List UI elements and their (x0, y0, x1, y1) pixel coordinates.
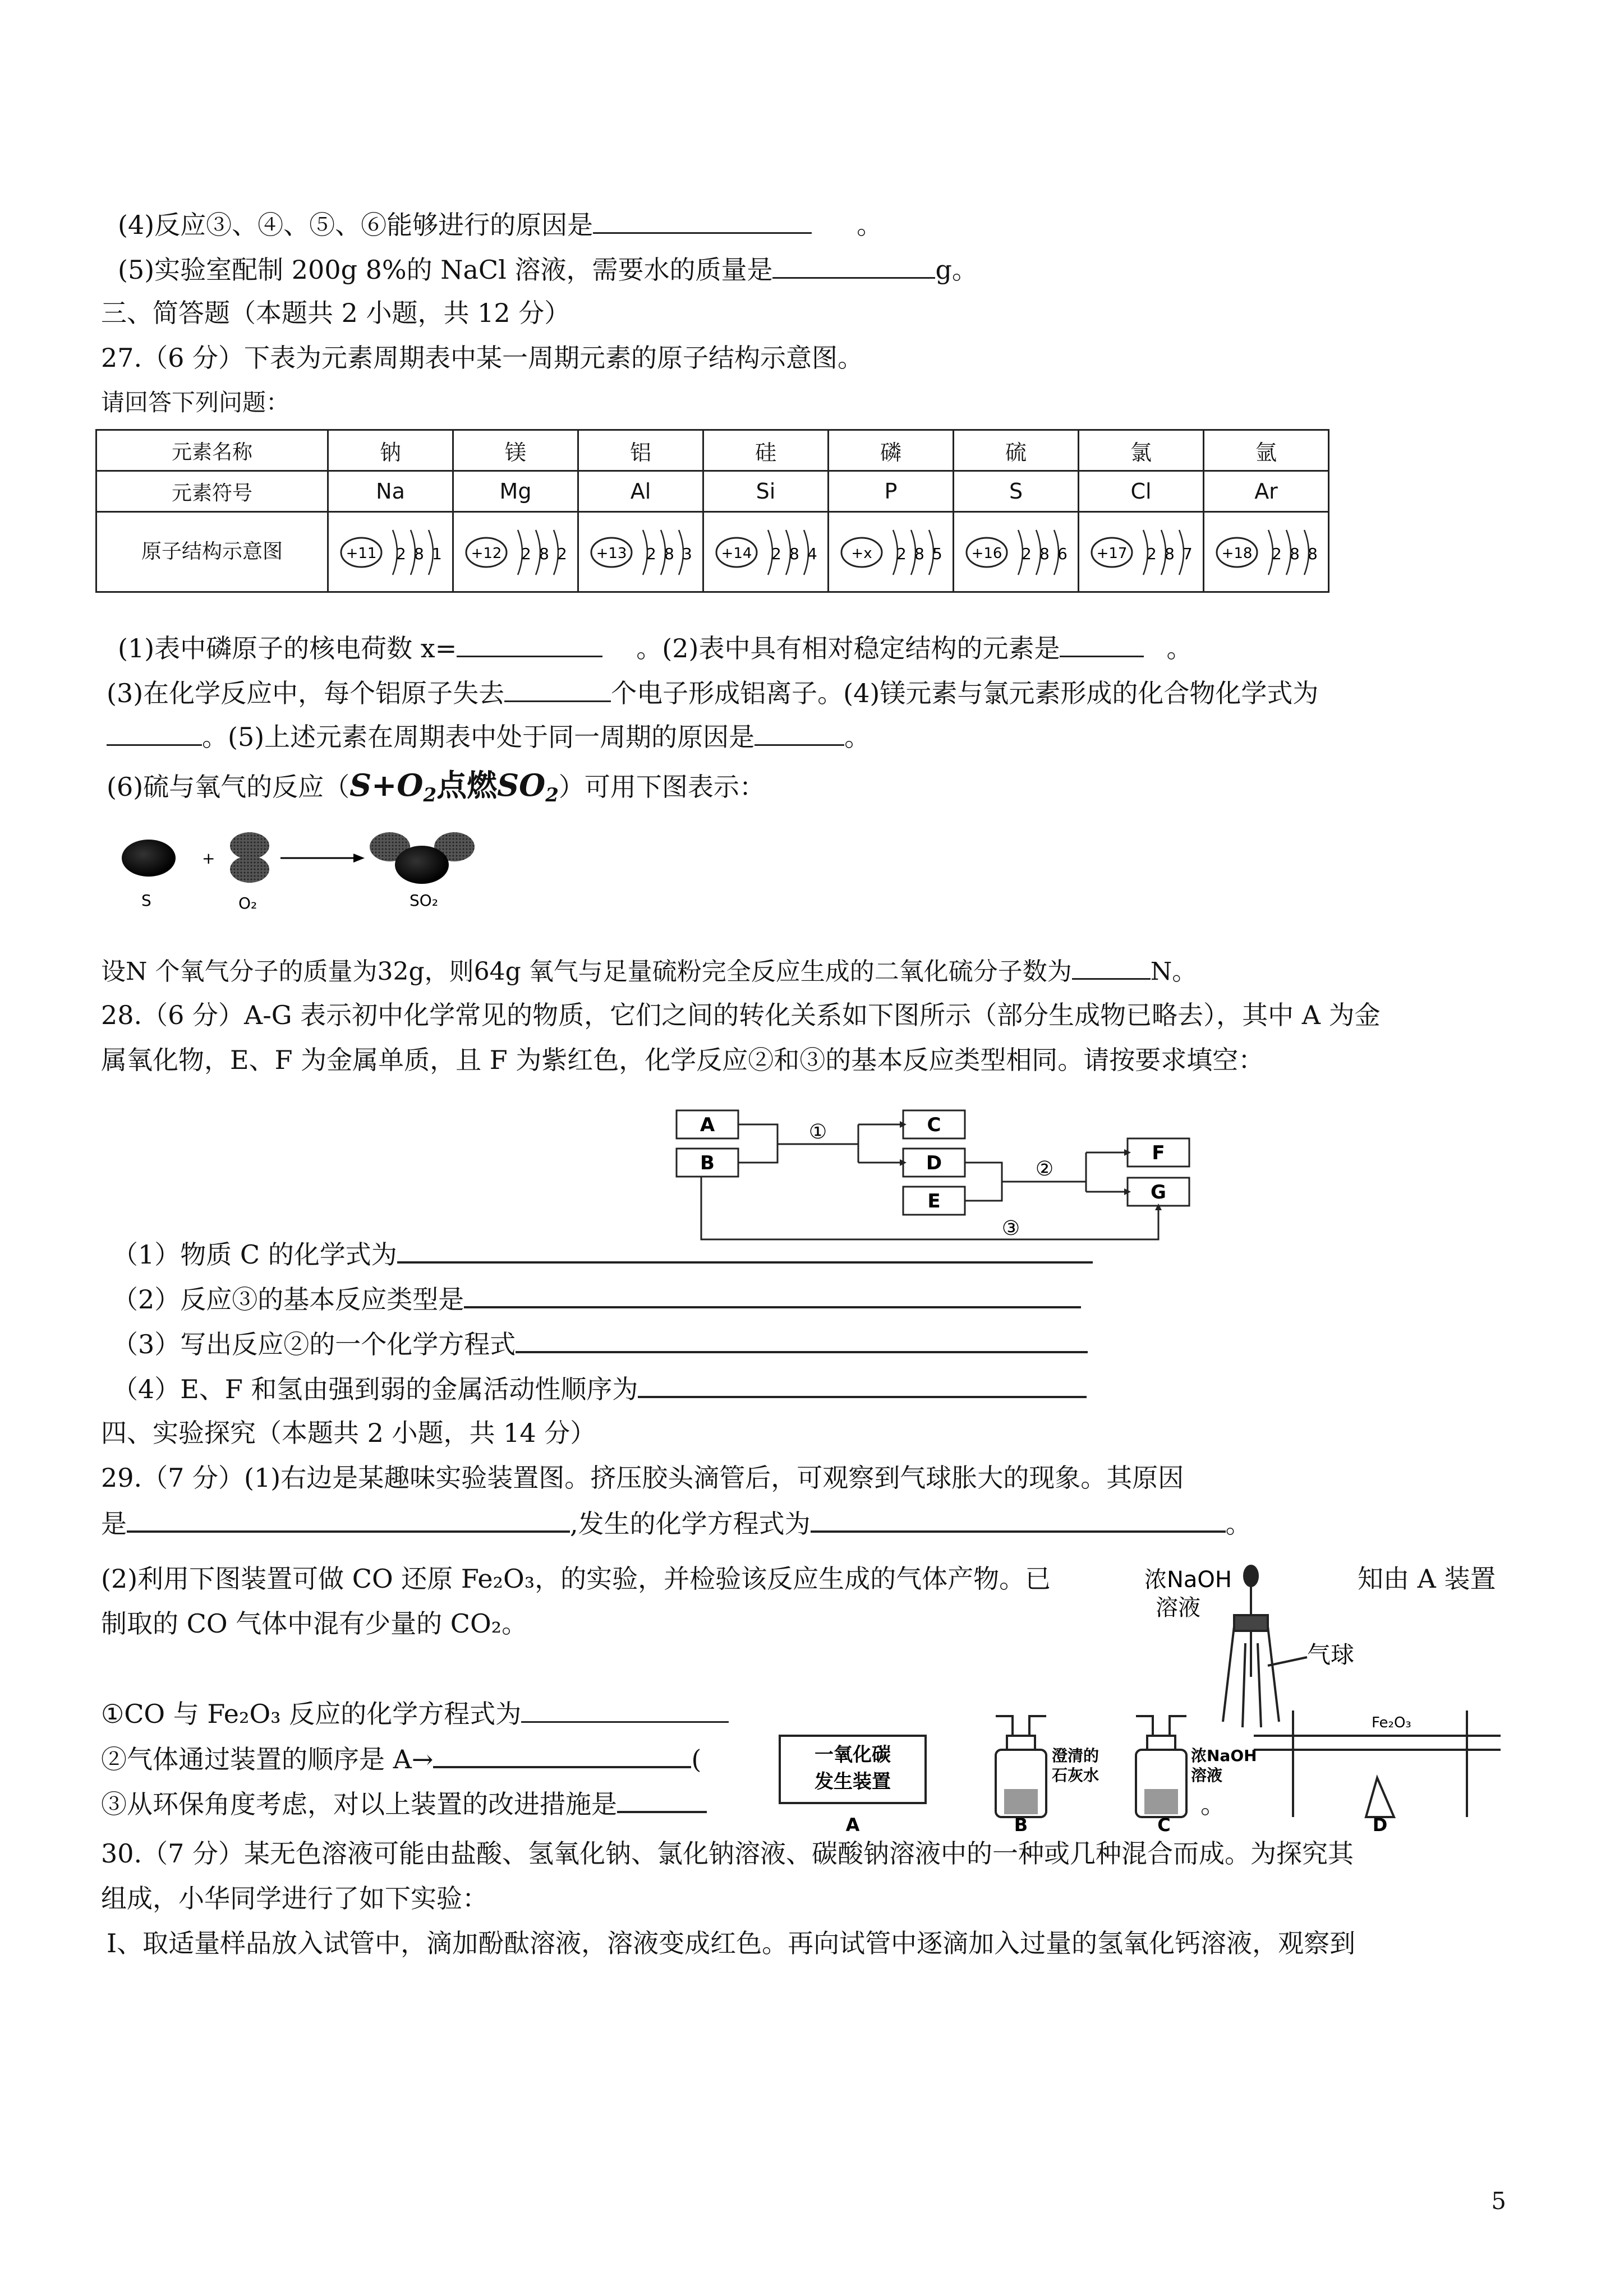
label-c: C (1157, 1814, 1171, 1836)
atom-diagram-cell (453, 512, 578, 592)
bottle-b-label-1: 澄清的 (1052, 1746, 1099, 1765)
atom-diagram (334, 519, 447, 580)
electron-count: 2 (396, 544, 406, 563)
symbol-cell: Mg (453, 471, 578, 512)
bottle-c-label-2: 溶液 (1191, 1766, 1223, 1785)
section-3-title: 三、简答题（本题共 2 小题，共 12 分） (101, 298, 571, 328)
q28-answer-1: （1）物质 C 的化学式为 (112, 1237, 1093, 1271)
q28-blank-3[interactable] (516, 1326, 1088, 1353)
electron-count: 2 (896, 544, 907, 563)
electron-count: 2 (771, 544, 781, 563)
label-a: A (700, 1114, 715, 1136)
label-o2: O₂ (238, 894, 257, 912)
name-cell: 氯 (1079, 430, 1204, 471)
limewater (1004, 1789, 1038, 1814)
q29-step-3: ③从环保角度考虑，对以上装置的改进措施是 。 (101, 1786, 1226, 1821)
electron-count: 7 (1183, 544, 1193, 563)
electron-count: 8 (539, 544, 549, 563)
q30-line-2: 组成，小华同学进行了如下实验： (101, 1883, 488, 1914)
label-s: S (141, 891, 151, 910)
symbol-cell: Na (328, 471, 453, 512)
atom-diagram-cell (1079, 512, 1204, 592)
electron-count: 8 (664, 544, 674, 563)
q27-line-1: (1)表中磷原子的核电荷数 x= 。(2)表中具有相对稳定结构的元素是 。 (118, 631, 1192, 665)
nucleus-charge: +x (851, 545, 872, 562)
label-d: D (926, 1152, 942, 1174)
dropper-bulb (1244, 1566, 1258, 1586)
generator-label-1: 一氧化碳 (815, 1744, 891, 1766)
label-a: A (845, 1814, 860, 1836)
name-cell: 硅 (703, 430, 829, 471)
atom-diagram (1085, 519, 1197, 580)
q29-line-3b: 知由 A 装置 (1358, 1564, 1496, 1594)
q28-line-2: 属氧化物，E、F 为金属单质，且 F 为紫红色，化学反应②和③的基本反应类型相同。请按要求填空： (101, 1045, 1264, 1075)
nucleus-charge: +13 (596, 545, 627, 562)
label-c: C (927, 1114, 941, 1136)
q27-line-2: (3)在化学反应中，每个铝原子失去 个电子形成铝离子。(4)镁元素与氯元素形成的化合物化学式为 (107, 676, 1318, 710)
electron-count: 8 (414, 544, 424, 563)
nucleus-charge: +14 (721, 545, 752, 562)
q29-blank-equation[interactable] (811, 1506, 1226, 1533)
q26-line-5: (5)实验室配制 200g 8%的 NaCl 溶液，需要水的质量是 g。 (118, 252, 978, 287)
symbol-cell: S (954, 471, 1079, 512)
join-de (965, 1163, 1002, 1201)
bottle-b-label-2: 石灰水 (1052, 1766, 1099, 1785)
symbol-cell: Ar (1204, 471, 1329, 512)
atom-diagram-cell (1204, 512, 1329, 592)
bottle-b-tube-in (996, 1716, 1013, 1736)
q29-step-1: ①CO 与 Fe₂O₃ 反应的化学方程式为 (101, 1696, 729, 1731)
symbol-cell: Al (578, 471, 703, 512)
name-cell: 铝 (578, 430, 703, 471)
name-cell: 镁 (453, 430, 578, 471)
nucleus-charge: +11 (346, 545, 377, 562)
electron-count: 8 (789, 544, 799, 563)
q28-blank-2[interactable] (464, 1281, 1081, 1308)
name-cell: 磷 (829, 430, 954, 471)
name-cell: 钠 (328, 430, 453, 471)
sulfur-atom (122, 840, 176, 877)
q30-line-1: 30.（7 分）某无色溶液可能由盐酸、氢氧化钠、氯化钠溶液、碳酸钠溶液中的一种或几种混合而成。为探究其 (101, 1838, 1354, 1869)
electron-count: 2 (1022, 544, 1032, 563)
atom-diagram-cell (954, 512, 1079, 592)
atom-diagram (835, 519, 947, 580)
q29-blank-co-equation[interactable] (521, 1696, 729, 1723)
q27-blank-period[interactable] (755, 720, 844, 746)
bottle-c-neck (1147, 1736, 1175, 1750)
plus-sign: + (202, 849, 215, 868)
q27-blank-x[interactable] (457, 631, 602, 657)
electron-count: 8 (914, 544, 924, 563)
oxygen-atom (230, 832, 269, 859)
electron-count: 2 (1272, 544, 1282, 563)
q27-blank-stable[interactable] (1060, 631, 1144, 657)
q27-line-4: (6)硫与氧气的反应（$S+O_2$点燃$SO_2$）可用下图表示： (107, 767, 765, 806)
molecule-figure (112, 824, 505, 920)
q27-intro: 27.（6 分）下表为元素周期表中某一周期元素的原子结构示意图。 (101, 343, 864, 373)
electron-count: 4 (807, 544, 817, 563)
q27-line-5: 设N 个氧气分子的质量为32g，则64g 氧气与足量硫粉完全反应生成的二氧化硫分子数为 N。 (101, 953, 1197, 989)
bottle-c-label-1: 浓NaOH (1191, 1746, 1257, 1765)
q26-line-4: (4)反应③、④、⑤、⑥能够进行的原因是 。 (118, 208, 882, 242)
label-reaction-2: ② (1035, 1158, 1054, 1181)
name-cell: 硫 (954, 430, 1079, 471)
nucleus-charge: +16 (971, 545, 1002, 562)
co-apparatus (771, 1705, 1517, 1839)
symbol-cell: P (829, 471, 954, 512)
label-g: G (1151, 1181, 1166, 1204)
section-4-title: 四、实验探究（本题共 2 小题，共 14 分） (101, 1418, 596, 1448)
electron-count: 2 (646, 544, 656, 563)
q28-answer-3: （3）写出反应②的一个化学方程式 (112, 1326, 1088, 1361)
label-b: B (700, 1152, 715, 1174)
bottle-c-tube-out (1170, 1716, 1186, 1736)
q29-line-4: 制取的 CO 气体中混有少量的 CO₂。 (101, 1608, 528, 1639)
electron-count: 8 (1165, 544, 1175, 563)
q28-answer-4: （4）E、F 和氢由强到弱的金属活动性顺序为 (112, 1371, 1087, 1406)
q29-line-1: 29.（7 分）(1)右边是某趣味实验装置图。挤压胶头滴管后，可观察到气球胀大的现象。其原因 (101, 1463, 1184, 1493)
equation: $S+O_2$点燃$SO_2$ (349, 767, 559, 806)
atom-diagram-cell (578, 512, 703, 592)
electron-count: 2 (1147, 544, 1157, 563)
nucleus-charge: +18 (1221, 545, 1253, 562)
electron-count: 2 (521, 544, 531, 563)
q29-blank-reason[interactable] (127, 1506, 570, 1533)
electron-count: 5 (932, 544, 942, 563)
arrowhead (1155, 1204, 1162, 1210)
fe2o3-label: Fe₂O₃ (1372, 1714, 1411, 1731)
label-d: D (1372, 1814, 1388, 1836)
sulfur-atom (395, 846, 449, 884)
electron-count: 8 (1290, 544, 1300, 563)
atom-diagram (1210, 519, 1322, 580)
q27-blank-electrons[interactable] (504, 676, 611, 702)
label-reaction-1: ① (808, 1121, 827, 1144)
q28-blank-4[interactable] (638, 1371, 1087, 1398)
q29-line-2: 是 ,发生的化学方程式为 。 (101, 1506, 1252, 1541)
electron-count: 2 (557, 544, 567, 563)
electron-count: 1 (432, 544, 442, 563)
nucleus-charge: +12 (471, 545, 502, 562)
q27-blank-so2-count[interactable] (1072, 953, 1151, 980)
label-b: B (1014, 1814, 1028, 1836)
atom-diagram (710, 519, 822, 580)
row-header-name: 元素名称 (96, 430, 328, 471)
symbol-cell: Cl (1079, 471, 1204, 512)
burner (1366, 1778, 1394, 1817)
balloon-label: 气球 (1307, 1641, 1355, 1668)
q27-blank-formula[interactable] (107, 720, 202, 746)
balloon-pointer (1268, 1657, 1307, 1666)
oxygen-atom (230, 856, 269, 883)
q27-line-3: 。(5)上述元素在周期表中处于同一周期的原因是 。 (107, 720, 870, 754)
row-header-symbol: 元素符号 (96, 471, 328, 512)
join-ab (738, 1124, 778, 1163)
row-header-structure: 原子结构示意图 (96, 512, 328, 592)
label-reaction-3: ③ (1001, 1217, 1020, 1240)
q29-line-3a: (2)利用下图装置可做 CO 还原 Fe₂O₃，的实验，并检验该反应生成的气体产物。已 (101, 1564, 1051, 1594)
electron-count: 3 (682, 544, 692, 563)
q26-blank-5[interactable] (772, 252, 935, 279)
q26-blank-4[interactable] (593, 208, 812, 234)
q29-blank-improve[interactable] (617, 1786, 707, 1813)
stopper (1234, 1615, 1268, 1631)
atom-diagram-cell (829, 512, 954, 592)
q28-line-1: 28.（6 分）A-G 表示初中化学常见的物质，它们之间的转化关系如下图所示（部分生成物已略去），其中 A 为金 (101, 1000, 1381, 1030)
atom-diagram-cell (703, 512, 829, 592)
naoh-label: 浓NaOH (1144, 1567, 1232, 1593)
bottle-b-tube-out (1029, 1716, 1046, 1736)
q29-blank-order[interactable] (433, 1741, 691, 1768)
label-so2: SO₂ (410, 891, 439, 910)
label-f: F (1152, 1142, 1165, 1164)
name-cell: 氩 (1204, 430, 1329, 471)
atom-diagram-cell (328, 512, 453, 592)
q30-line-3: Ⅰ、取适量样品放入试管中，滴加酚酞溶液，溶液变成红色。再向试管中逐滴加入过量的氢氧化钙溶液，观察到 (107, 1928, 1356, 1958)
page-number: 5 (1491, 2187, 1506, 2215)
q27-prompt: 请回答下列问题： (101, 389, 290, 416)
atom-diagram (960, 519, 1072, 580)
bottle-c-tube-in (1136, 1716, 1153, 1736)
electron-count: 6 (1057, 544, 1068, 563)
atom-diagram (459, 519, 572, 580)
label-e: E (927, 1190, 941, 1212)
generator-label-2: 发生装置 (815, 1771, 891, 1793)
q28-blank-1[interactable] (397, 1237, 1093, 1264)
periodic-table (95, 429, 1329, 593)
symbol-cell: Si (703, 471, 829, 512)
bottle-b-neck (1007, 1736, 1035, 1750)
electron-count: 8 (1308, 544, 1318, 563)
arrow-head (353, 854, 365, 863)
naoh-label-2: 溶液 (1156, 1595, 1200, 1621)
q28-answer-2: （2）反应③的基本反应类型是 (112, 1281, 1081, 1316)
nucleus-charge: +17 (1096, 545, 1128, 562)
electron-count: 8 (1039, 544, 1050, 563)
atom-diagram (585, 519, 697, 580)
naoh-solution (1144, 1789, 1178, 1814)
q29-step-2: ②气体通过装置的顺序是 A→ ( (101, 1741, 701, 1776)
